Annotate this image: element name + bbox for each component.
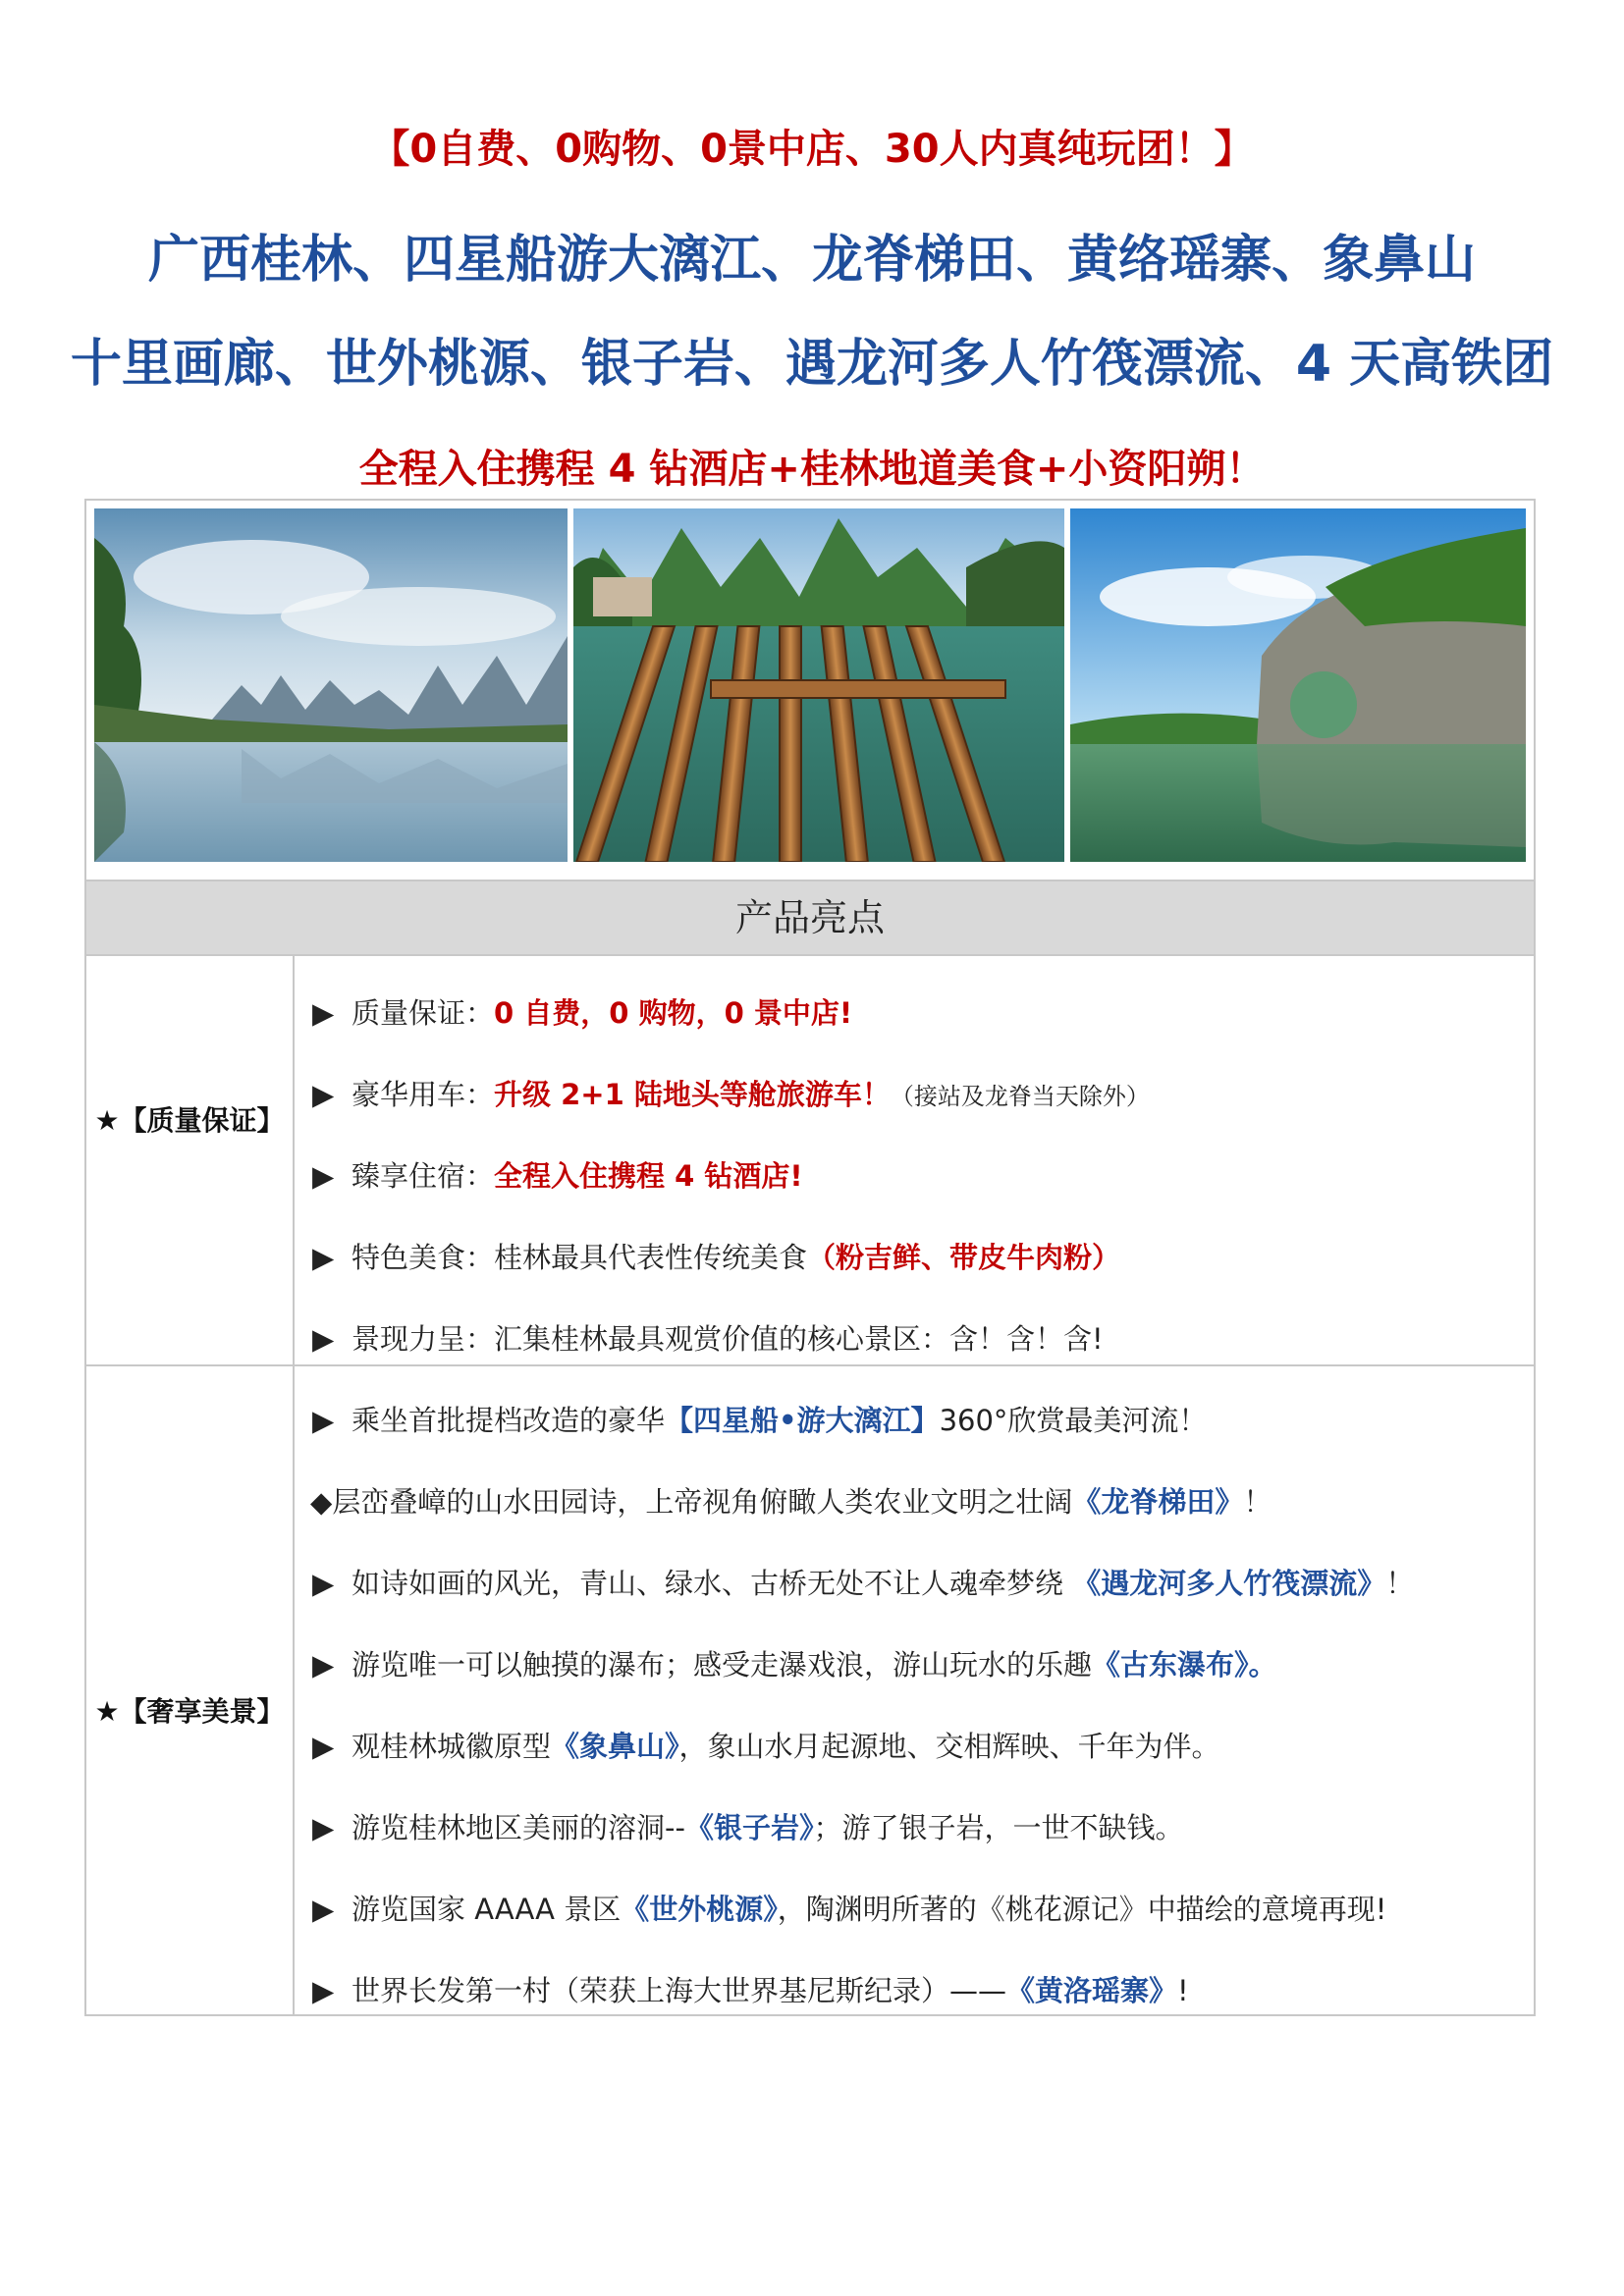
list-item: ▶ 豪华用车：升级 2+1 陆地头等舱旅游车！（接站及龙脊当天除外） xyxy=(312,1078,1150,1111)
bullet-arrow-icon: ▶ xyxy=(312,1159,335,1193)
bullet-arrow-icon: ▶ xyxy=(312,1974,335,2007)
list-item: ◆层峦叠嶂的山水田园诗，上帝视角俯瞰人类农业文明之壮阔《龙脊梯田》！ xyxy=(310,1485,1272,1519)
bullet-arrow-icon: ▶ xyxy=(312,1567,335,1600)
bullet-arrow-icon: ▶ xyxy=(312,1730,335,1763)
list-item: ▶ 观桂林城徽原型《象鼻山》，象山水月起源地、交相辉映、千年为伴。 xyxy=(312,1730,1220,1763)
list-item: ▶ 臻享住宿：全程入住携程 4 钻酒店! xyxy=(312,1159,803,1193)
bullet-arrow-icon: ▶ xyxy=(312,1322,335,1356)
bullet-arrow-icon: ▶ xyxy=(312,996,335,1030)
quality-section-label: ★【质量保证】 xyxy=(94,1104,285,1137)
bamboo-raft-photo xyxy=(573,508,1064,862)
tour-title-line-1: 广西桂林、四星船游大漓江、龙脊梯田、黄络瑶寨、象鼻山 xyxy=(147,231,1476,290)
list-item: ▶ 游览桂林地区美丽的溶洞--《银子岩》；游了银子岩，一世不缺钱。 xyxy=(312,1811,1184,1844)
list-item: ▶ 世界长发第一村（荣获上海大世界基尼斯纪录）——《黄洛瑶寨》! xyxy=(312,1974,1189,2007)
lijiang-river-karst-photo xyxy=(94,508,568,862)
hotel-food-tagline: 全程入住携程 4 钻酒店+桂林地道美食+小资阳朔！ xyxy=(358,447,1266,492)
scenery-section-label: ★【奢享美景】 xyxy=(94,1695,285,1728)
bullet-diamond-icon: ◆ xyxy=(310,1485,333,1519)
list-item: ▶ 游览唯一可以触摸的瀑布；感受走瀑戏浪，游山玩水的乐趣《古东瀑布》。 xyxy=(312,1648,1277,1682)
promo-tagline: 【0自费、0购物、0景中店、30人内真纯玩团！】 xyxy=(370,127,1254,172)
list-item: ▶ 如诗如画的风光，青山、绿水、古桥无处不让人魂牵梦绕 《遇龙河多人竹筏漂流》！ xyxy=(312,1567,1415,1600)
tour-title-line-2: 十里画廊、世外桃源、银子岩、遇龙河多人竹筏漂流、4 天高铁团 xyxy=(70,335,1554,394)
table-row-divider xyxy=(86,1364,1534,1366)
list-item: ▶ 景现力呈：汇集桂林最具观赏价值的核心景区：含！含！含! xyxy=(312,1322,1104,1356)
bullet-arrow-icon: ▶ xyxy=(312,1648,335,1682)
list-item: ▶ 质量保证：0 自费，0 购物，0 景中店! xyxy=(312,996,853,1030)
list-item: ▶ 乘坐首批提档改造的豪华【四星船•游大漓江】360°欣赏最美河流！ xyxy=(312,1404,1208,1437)
elephant-trunk-hill-photo xyxy=(1070,508,1526,862)
bullet-arrow-icon: ▶ xyxy=(312,1811,335,1844)
bullet-arrow-icon: ▶ xyxy=(312,1893,335,1926)
bullet-arrow-icon: ▶ xyxy=(312,1404,335,1437)
list-item: ▶ 特色美食：桂林最具代表性传统美食（粉吉鲜、带皮牛肉粉） xyxy=(312,1241,1121,1274)
highlights-heading: 产品亮点 xyxy=(86,880,1534,956)
bullet-arrow-icon: ▶ xyxy=(312,1078,335,1111)
table-column-divider xyxy=(293,956,295,2014)
bullet-arrow-icon: ▶ xyxy=(312,1241,335,1274)
list-item: ▶ 游览国家 AAAA 景区《世外桃源》，陶渊明所著的《桃花源记》中描绘的意境再现! xyxy=(312,1893,1387,1926)
